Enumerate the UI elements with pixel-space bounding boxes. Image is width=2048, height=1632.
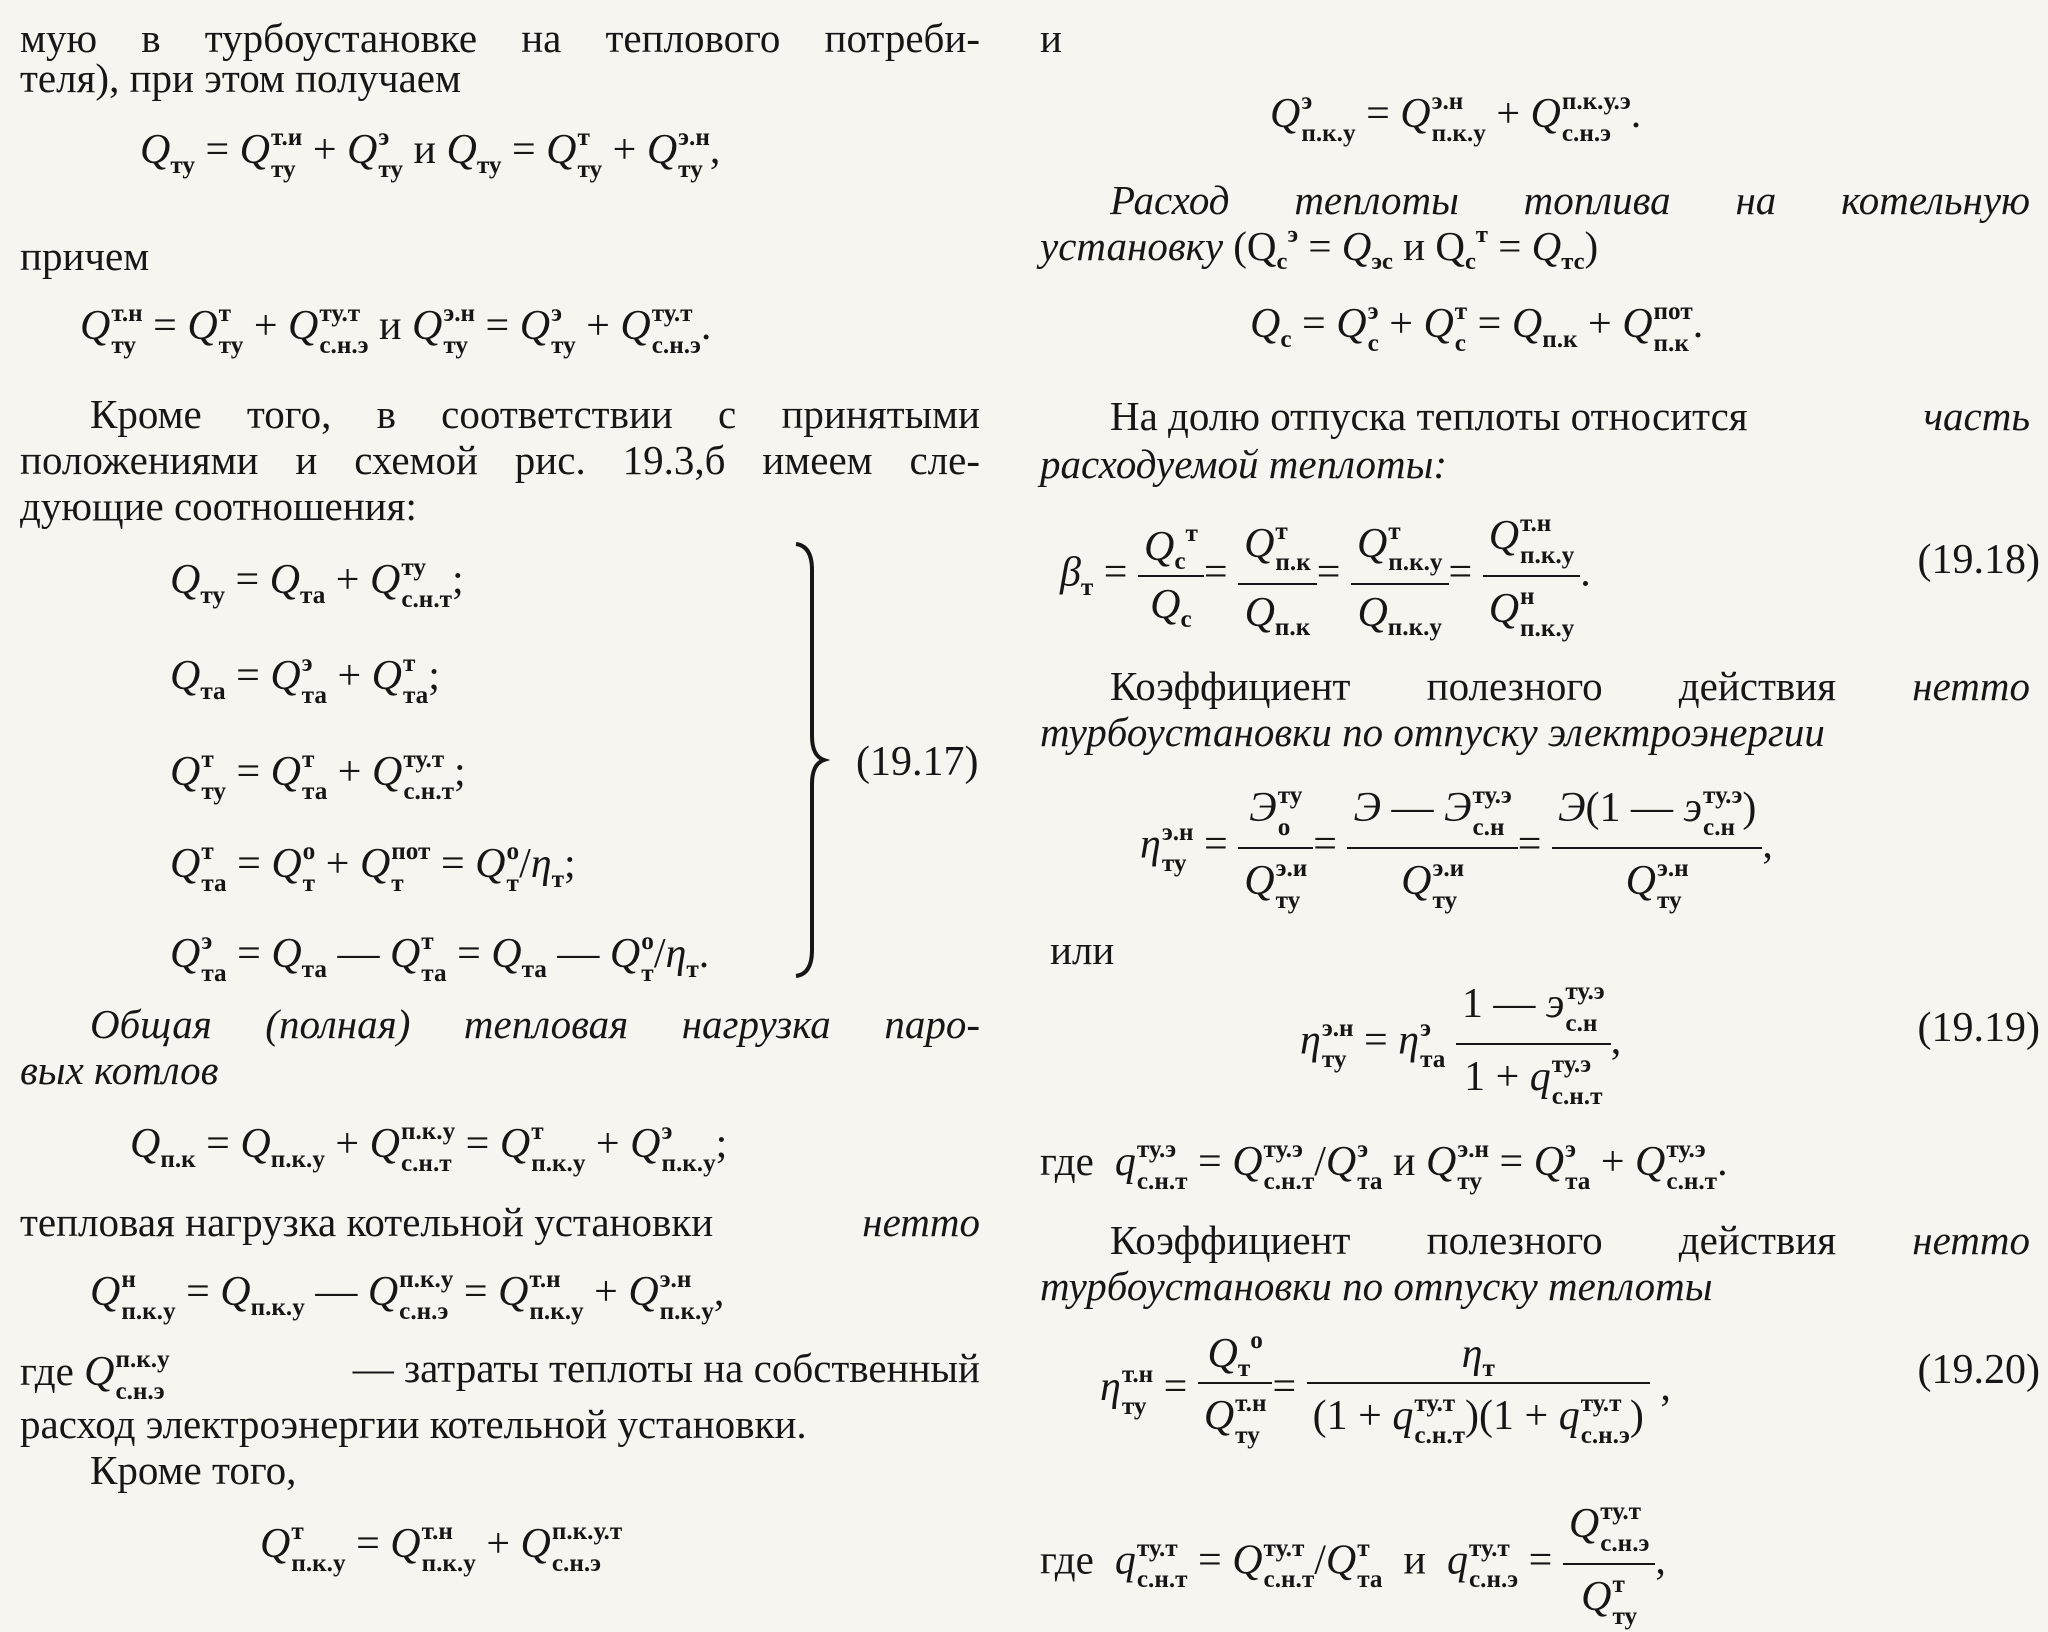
formula: Q т та = Q о т + Q пот т = Q о т $/\eta_т$; [170,838,576,897]
equation-number: (19.20) [1917,1347,2040,1393]
text-line: расходуемой теплоты: [1040,441,1447,487]
text-span: установку [1040,223,1224,269]
text-line: положениями и схемой рис. 19.3,б имеем сле- [20,437,980,483]
text-line [1040,662,2030,710]
formula: где q ту.э с.н.т = Q ту.э с.н.т /Q э та и Q э.н ту = Q э та + Q ту.э с.н.т . [1040,1136,1728,1195]
text-line: и [1040,15,1062,61]
text-span: На долю отпуска теплоты относится [1110,393,1748,439]
formula: $Q_{п.к} = Q_{п.к.у} + Q$ п.к.у с.н.т = Q т п.к.у + Q э п.к.у ; [130,1118,728,1177]
formula: Q э п.к.у = Q э.н п.к.у + Q п.к.у.э с.н.э . [1270,88,1642,147]
formula: Q н п.к.у = $Q_{п.к.у}$ — Q п.к.у с.н.э = Q т.н п.к.у + Q э.н п.к.у , [90,1266,725,1325]
text-line [1110,392,2030,440]
formula: где q ту.т с.н.т = Q ту.т с.н.т /Q т та и q ту.т с.н.э = Q ту.т с.н.э Q т ту , [1040,1498,1666,1630]
text-line: или [1050,927,1115,973]
formula: η т.н ту = $Q_т^о$ Q т.н ту = $\eta_т$ (1 + q ту.т с.н.т )(1 + q ту.т с.н.э ) , [1100,1327,1671,1449]
text-span: и [1403,1537,1426,1584]
text-line [20,1198,980,1246]
text-line: Кроме того, в соответствии с принятыми [90,391,980,437]
text-span: часть [1923,393,2030,439]
formula: $Q_{та} = Q$ э та + Q т та ; [170,650,440,709]
conjunction: и [413,127,436,174]
text-line: мую в турбоустановке на теплового потреби- [20,15,980,61]
equation-number: (19.17) [856,739,979,785]
text-line [1040,1216,2030,1264]
text-span: где [1040,1536,1094,1583]
formula: $Q_{ту} = Q$ т.и ту + Q э ту и $Q_{ту} = Q$ т ту + Q э.н ту , [140,124,721,183]
formula: Q т.н ту = Q т ту + Q ту.т с.н.э и Q э.н ту = Q э ту + Q ту.т с.н.э . [80,300,712,359]
conjunction: и [379,303,402,350]
text-span: тепловая нагрузка котельной установки [20,1199,714,1245]
formula: η э.н ту = Э ту о Q э.и ту = Э — Э ту.э с.н Q э.и ту = Э(1 — э ту.э с.н ) Q э.н ту , [1140,782,1773,914]
text-span: и Q [1392,223,1465,269]
text-line: турбоустановки по отпуску теплоты [1040,1263,1713,1309]
formula: $\beta_т$ = $\frac{Q_с^т}{Q_с}$ = Q т п.к $Q_{п.к}$ = Q т п.к.у $Q_{п.к.у}$ = Q т.н п.к.у Q н п.к.у . [1060,510,1591,642]
text-line: Кроме того, [90,1447,297,1493]
text-line: вых котлов [20,1047,219,1093]
formula: η э.н ту = η э та 1 — э ту.э с.н 1 + q ту.э с.н.т , [1300,978,1622,1110]
formula: Q т п.к.у = Q т.н п.к.у + Q п.к.у.т с.н.э [260,1518,623,1577]
equation-number: (19.19) [1917,1005,2040,1051]
text-line: причем [20,233,150,279]
text-line: турбоустановки по отпуску электроэнергии [1040,709,1825,755]
formula: Q т ту = Q т та + Q ту.т с.н.т ; [170,746,466,805]
text-span: и [1393,1139,1416,1186]
text-span: нетто [1912,663,2030,709]
text-line: Общая (полная) тепловая нагрузка паро- [90,1001,980,1047]
text-span: (Q [1233,223,1277,269]
text-span: где [1040,1138,1094,1185]
text-span: нетто [862,1199,980,1245]
right-brace [790,540,830,980]
text-line: Расход теплоты топлива на котельную [1110,177,2030,223]
text-span: Коэффициент полезного действия [1110,663,1913,709]
formula: $Q_с = Q$ э с + Q т с = $Q_{п.к} + Q$ пот п.к . [1250,298,1704,357]
equation-number: (19.18) [1917,537,2040,583]
formula: $Q_{ту} = Q_{та} + Q$ ту с.н.т ; [170,554,464,613]
text-line: расход электроэнергии котельной установки. [20,1401,807,1447]
text-span: где [20,1348,74,1395]
text-line: где Q п.к.у с.н.э — затраты теплоты на собственный [20,1345,980,1405]
text-span: Коэффициент полезного действия [1110,1217,1913,1263]
formula: Q э та = $Q_{та}$ — Q т та = $Q_{та}$ — Q о т $/\eta_т$. [170,928,710,987]
text-line: теля), при этом получаем [20,55,461,101]
text-line: дующие соотношения: [20,483,417,529]
text-line: установку ($Q_с^э = Q_{эс}$ и $Q_с^т = Q_{тс}$) [1040,220,1599,276]
text-span: нетто [1912,1217,2030,1263]
text-span: — затраты теплоты на собственный [352,1345,980,1391]
